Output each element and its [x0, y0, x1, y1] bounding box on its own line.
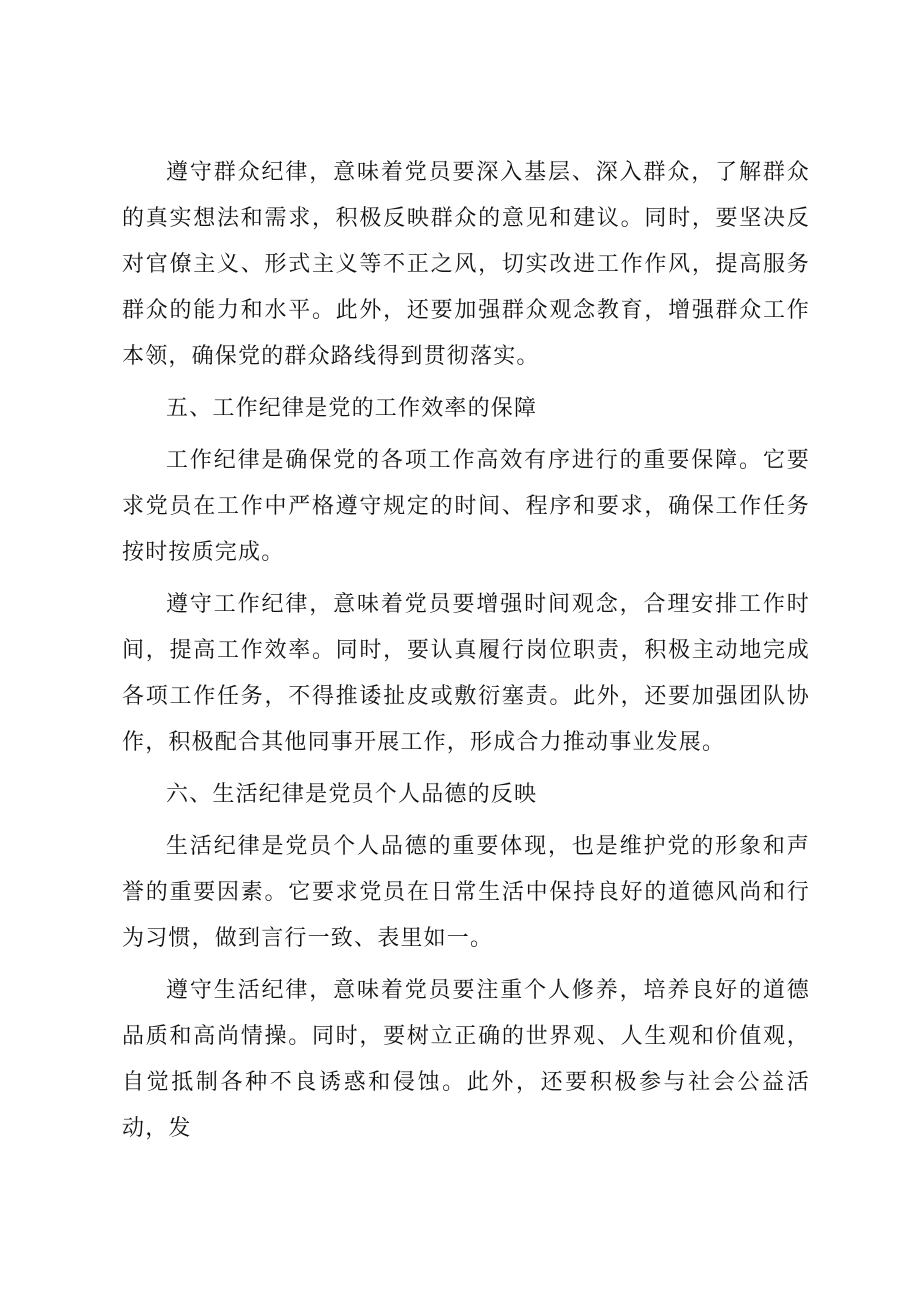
paragraph-life-discipline-detail: 遵守生活纪律，意味着党员要注重个人修养，培养良好的道德品质和高尚情操。同时，要树立正确的世界观、人生观和价值观，自觉抵制各种不良诱惑和侵蚀。此外，还要积极参与社会公益活动，发 [122, 978, 810, 1141]
paragraph-work-discipline-detail: 遵守工作纪律，意味着党员要增强时间观念，合理安排工作时间，提高工作效率。同时，要认真履行岗位职责，积极主动地完成各项工作任务，不得推诿扯皮或敷衍塞责。此外，还要加强团队协作，积极配合其他同事开展工作，形成合力推动事业发展。 [122, 592, 810, 755]
paragraph-work-discipline-intro: 工作纪律是确保党的各项工作高效有序进行的重要保障。它要求党员在工作中严格遵守规定的时间、程序和要求，确保工作任务按时按质完成。 [122, 448, 810, 565]
paragraph-mass-discipline: 遵守群众纪律，意味着党员要深入基层、深入群众，了解群众的真实想法和需求，积极反映群众的意见和建议。同时，要坚决反对官僚主义、形式主义等不正之风，切实改进工作作风，提高服务群众的能力和水平。此外，还要加强群众观念教育，增强群众工作本领，确保党的群众路线得到贯彻落实。 [122, 160, 810, 369]
section-heading-life-discipline: 六、生活纪律是党员个人品德的反映 [166, 782, 538, 807]
section-heading-work-discipline: 五、工作纪律是党的工作效率的保障 [166, 396, 538, 421]
paragraph-life-discipline-intro: 生活纪律是党员个人品德的重要体现，也是维护党的形象和声誉的重要因素。它要求党员在日常生活中保持良好的道德风尚和行为习惯，做到言行一致、表里如一。 [122, 834, 810, 951]
document-body [122, 150, 810, 1158]
